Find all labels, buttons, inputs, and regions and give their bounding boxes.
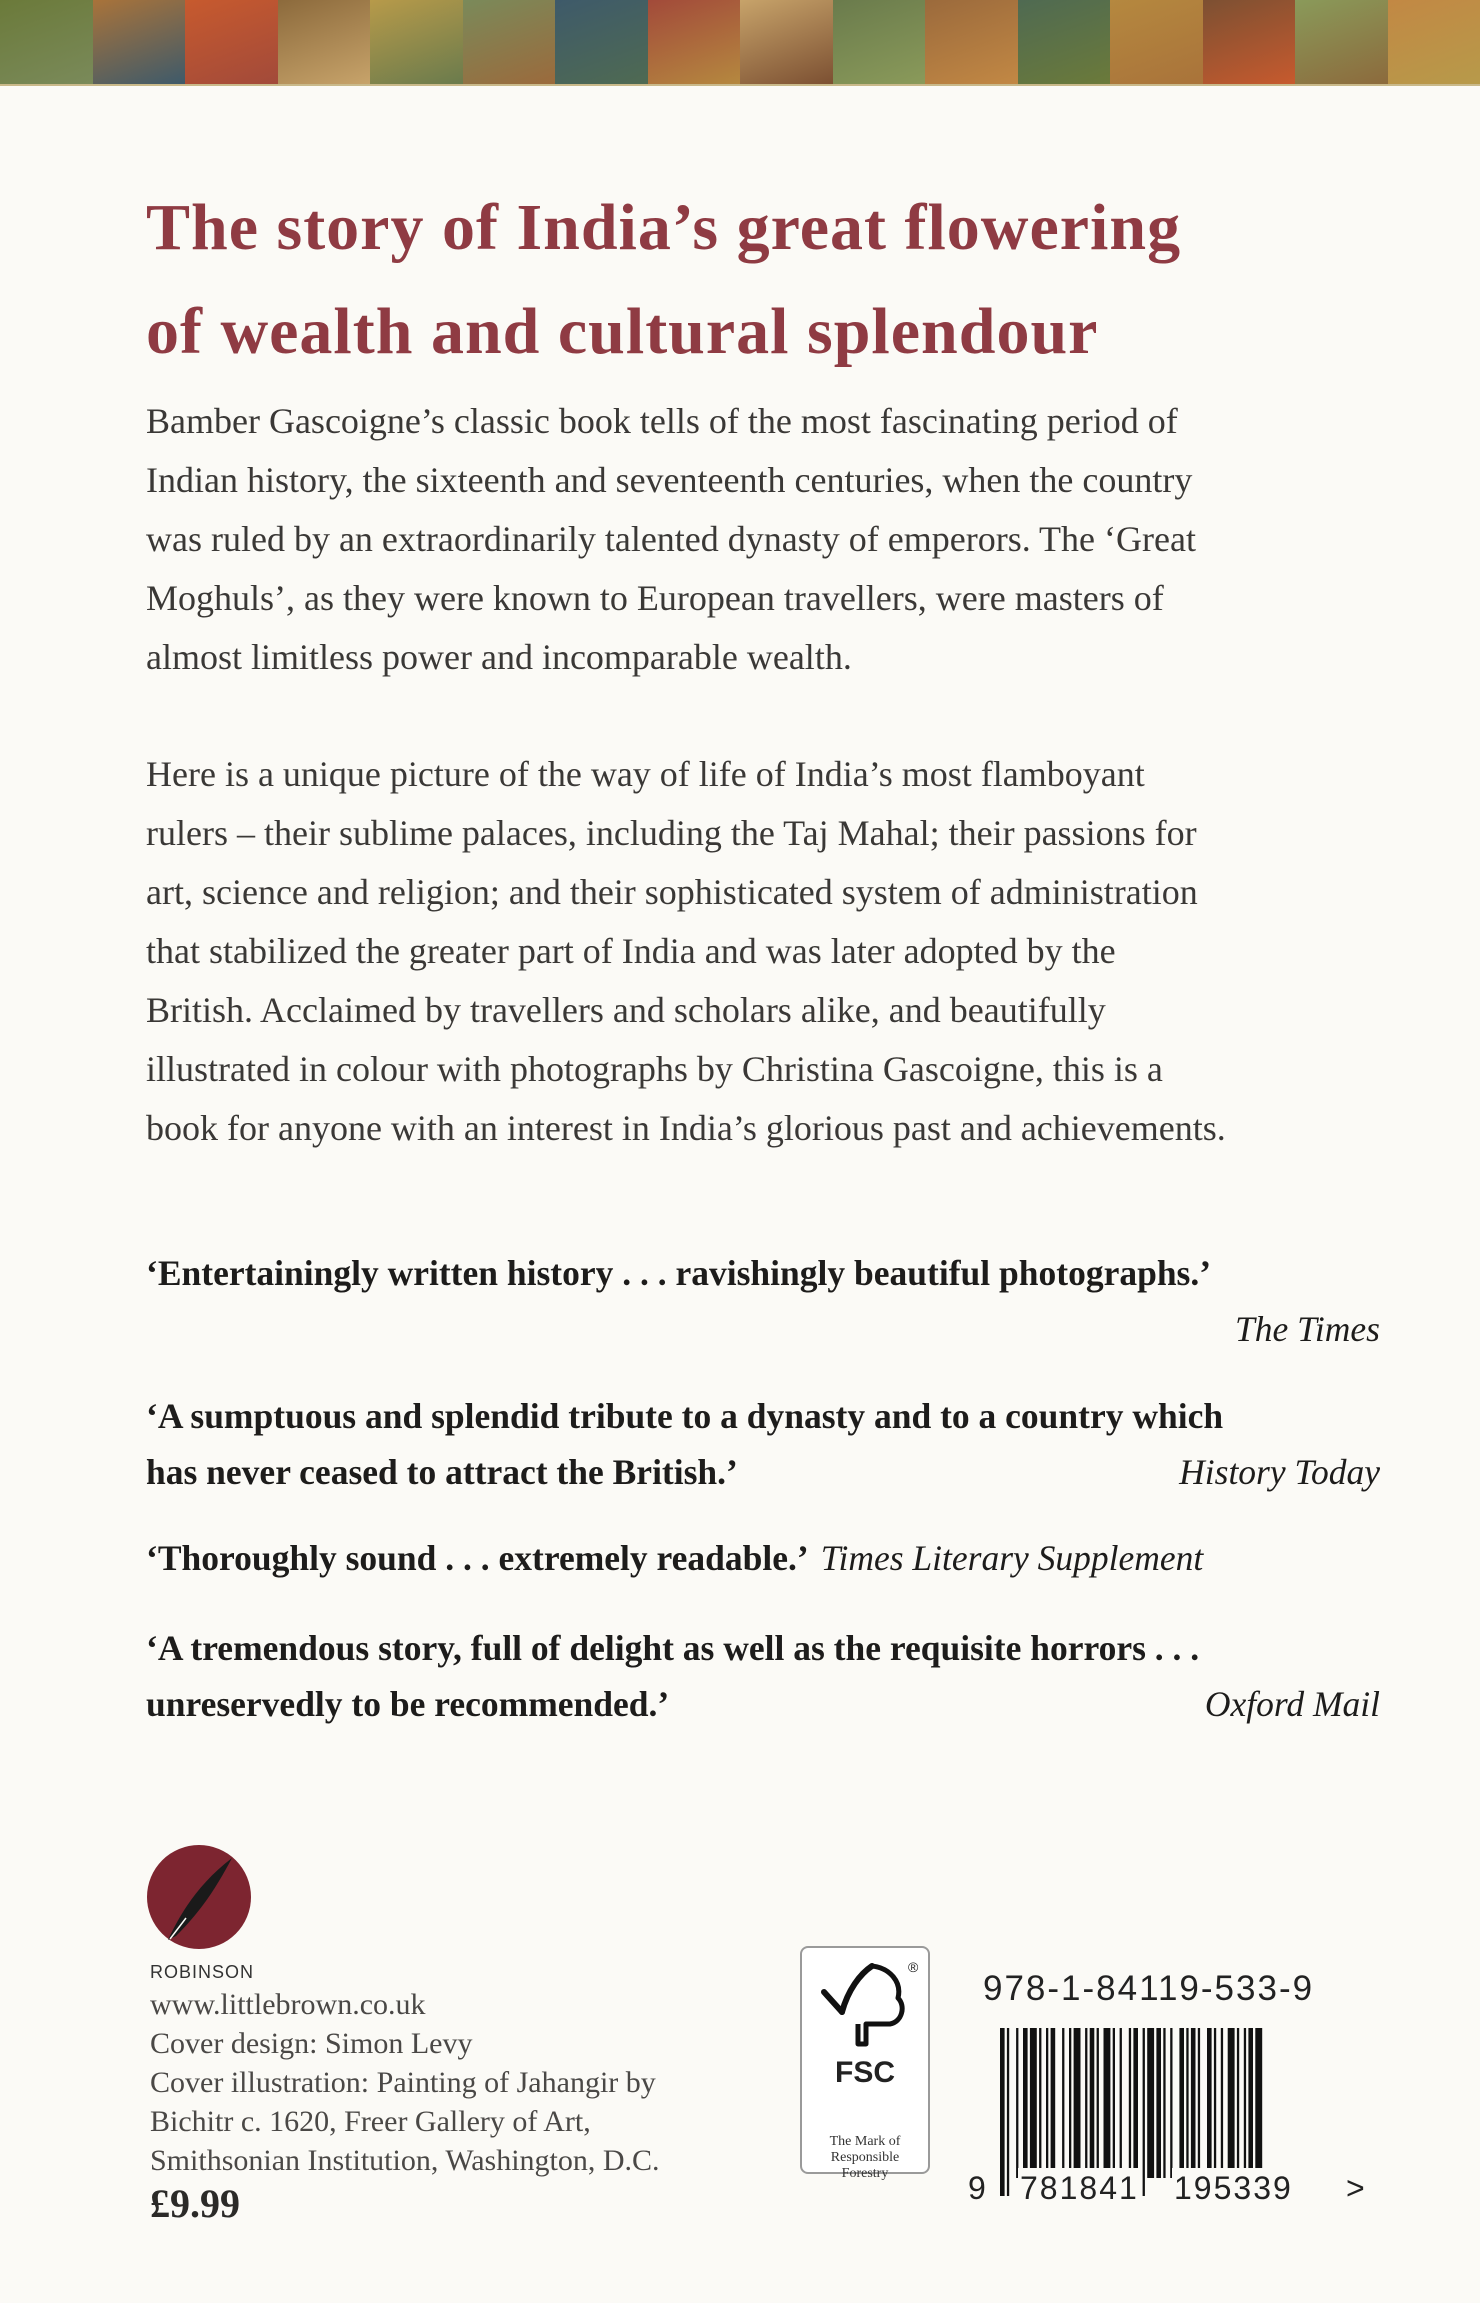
barcode-bar <box>1207 2028 1212 2178</box>
art-tile <box>1018 0 1111 84</box>
barcode-bar <box>1186 2028 1188 2178</box>
barcode-bar <box>1062 2028 1064 2178</box>
fsc-badge <box>800 1946 930 2181</box>
fsc-mark-line: Forestry <box>841 2166 889 2181</box>
barcode-bar <box>1030 2028 1037 2178</box>
barcode-bar <box>1097 2028 1099 2178</box>
barcode-bar <box>1090 2028 1095 2178</box>
barcode-bar <box>1074 2028 1081 2178</box>
barcode-bar <box>1069 2028 1071 2178</box>
barcode-bar <box>1147 2028 1154 2178</box>
barcode-bar <box>1039 2028 1041 2178</box>
art-tile <box>1388 0 1480 84</box>
headline <box>146 176 1366 384</box>
barcode-quiet-mark: > <box>1346 2170 1365 2206</box>
barcode-digits-left: 781841 <box>1020 2170 1139 2206</box>
barcode-bar <box>1000 2028 1005 2196</box>
barcode-bar <box>1221 2028 1223 2178</box>
isbn-text: 978-1-84119-533-9 <box>983 1969 1315 2008</box>
barcode-bar <box>1085 2028 1087 2178</box>
art-tile <box>1110 0 1203 84</box>
paragraph-line: British. Acclaimed by travellers and scholars alike, and beautifully <box>146 990 1106 1030</box>
review-quote <box>146 1388 1380 1500</box>
price: £9.99 <box>150 2181 240 2226</box>
headline-line: The story of India’s great flowering <box>146 191 1182 264</box>
paragraph-line: Here is a unique picture of the way of life of India’s most flamboyant <box>146 754 1145 794</box>
barcode-bar <box>1191 2028 1196 2178</box>
quote-text: unreservedly to be recommended.’ <box>146 1684 670 1724</box>
paragraph-line: illustrated in colour with photographs by Christina Gascoigne, this is a <box>146 1049 1163 1089</box>
paragraph-line: that stabilized the greater part of India and was later adopted by the <box>146 931 1116 971</box>
art-tile <box>740 0 833 84</box>
barcode-digit-lead: 9 <box>968 2170 986 2206</box>
paragraph-line: rulers – their sublime palaces, including the Taj Mahal; their passions for <box>146 813 1197 853</box>
fsc-mark-line: Responsible <box>830 2150 900 2165</box>
fsc-mark-text <box>802 2134 928 2182</box>
quote-text: ‘A sumptuous and splendid tribute to a dynasty and to a country which <box>146 1396 1224 1436</box>
publisher-credits <box>150 1985 770 2180</box>
barcode-bar <box>1170 2028 1172 2178</box>
cover-illustration-credit: Cover illustration: Painting of Jahangir by <box>150 2066 656 2099</box>
art-tile <box>93 0 186 84</box>
quote-source: Oxford Mail <box>1204 1684 1380 1724</box>
art-tile <box>370 0 463 84</box>
barcode-bar <box>1104 2028 1111 2178</box>
barcode-bar <box>1016 2028 1018 2178</box>
barcode-bar <box>1113 2028 1115 2178</box>
publisher-website[interactable]: www.littlebrown.co.uk <box>150 1988 426 2021</box>
headline-line: of wealth and cultural splendour <box>146 295 1099 368</box>
checkmark-stroke <box>842 1966 872 2012</box>
review-quote <box>146 1245 1380 1357</box>
quote-source: Times Literary Supplement <box>820 1538 1204 1578</box>
barcode-bar <box>1228 2028 1235 2178</box>
paragraph-line: almost limitless power and incomparable wealth. <box>146 637 852 677</box>
art-tile <box>833 0 926 84</box>
paragraph-line: was ruled by an extraordinarily talented dynasty of emperors. The ‘Great <box>146 519 1196 559</box>
cover-design-credit: Cover design: Simon Levy <box>150 2027 473 2060</box>
art-tile <box>925 0 1018 84</box>
fsc-label: FSC <box>835 2056 895 2089</box>
quote-source: The Times <box>1235 1309 1380 1349</box>
blurb-paragraph-2 <box>146 745 1376 1158</box>
review-quote <box>146 1620 1380 1732</box>
art-tile <box>1203 0 1296 84</box>
barcode-bar <box>1244 2028 1246 2178</box>
paragraph-line: Indian history, the sixteenth and seventeenth centuries, when the country <box>146 460 1193 500</box>
barcode-bar <box>1007 2028 1009 2196</box>
cover-illustration-credit: Bichitr c. 1620, Freer Gallery of Art, <box>150 2105 591 2138</box>
paragraph-line: Bamber Gascoigne’s classic book tells of the most fascinating period of <box>146 401 1178 441</box>
quote-text: ‘Thoroughly sound . . . extremely readable.’ <box>146 1538 809 1578</box>
paragraph-line: book for anyone with an interest in India’s glorious past and achievements. <box>146 1108 1226 1148</box>
barcode-bar <box>1120 2028 1122 2178</box>
barcode-bar <box>1237 2028 1239 2178</box>
art-tile <box>278 0 371 84</box>
blurb-paragraph-1 <box>146 392 1376 687</box>
art-tile <box>185 0 278 84</box>
barcode-bar <box>1156 2028 1161 2178</box>
review-quote <box>146 1530 1380 1586</box>
barcode-digits-right: 195339 <box>1174 2170 1293 2206</box>
barcode-bar <box>1051 2028 1056 2178</box>
paragraph-line: Moghuls’, as they were known to European travellers, were masters of <box>146 578 1164 618</box>
tree-checkmark-icon <box>802 1948 932 2058</box>
art-tile <box>1295 0 1388 84</box>
quill-icon <box>146 1844 252 1950</box>
cover-illustration-credit: Smithsonian Institution, Washington, D.C. <box>150 2144 660 2177</box>
fsc-mark-line: The Mark of <box>829 2134 901 2149</box>
cover-art-strip <box>0 0 1480 86</box>
art-tile <box>0 0 93 84</box>
registered-mark: ® <box>908 1959 919 1975</box>
barcode-bar <box>1198 2028 1200 2178</box>
barcode-bar <box>1179 2028 1184 2178</box>
art-tile <box>648 0 741 84</box>
quote-text: ‘A tremendous story, full of delight as well as the requisite horrors . . . <box>146 1628 1200 1668</box>
art-tile <box>463 0 556 84</box>
quote-source: History Today <box>1179 1452 1380 1492</box>
barcode-bar <box>1046 2028 1048 2178</box>
quote-text: has never ceased to attract the British.’ <box>146 1452 738 1492</box>
publisher-name: ROBINSON <box>150 1962 255 1982</box>
barcode-bar <box>1143 2028 1145 2196</box>
quote-text: ‘Entertainingly written history . . . ravishingly beautiful photographs.’ <box>146 1253 1212 1293</box>
barcode-bar <box>1023 2028 1028 2178</box>
art-tile <box>555 0 648 84</box>
tree-outline <box>858 1966 902 2044</box>
paragraph-line: art, science and religion; and their sophisticated system of administration <box>146 872 1198 912</box>
barcode-bar <box>1214 2028 1216 2178</box>
barcode-bar <box>1163 2028 1165 2178</box>
checkmark-stroke <box>824 1992 842 2012</box>
